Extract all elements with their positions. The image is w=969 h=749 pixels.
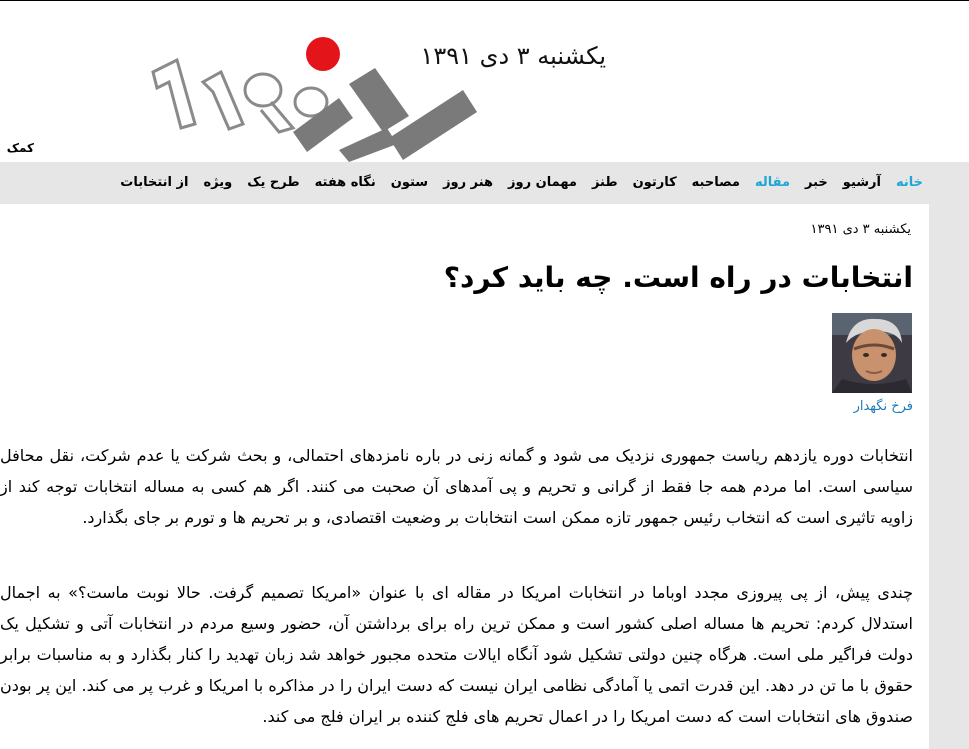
author-portrait-icon	[832, 313, 912, 393]
article-date: یکشنبه ۳ دی ۱۳۹۱	[810, 222, 911, 237]
nav-item-article[interactable]: مقاله	[754, 175, 791, 190]
header-date: یکشنبه ۳ دی ۱۳۹۱	[420, 42, 606, 70]
article-paragraph-1: انتخابات دوره یازدهم ریاست جمهوری نزدیک می شود و گمانه زنی در باره نامزدهای احتمالی، و بحث شرکت یا عدم شرکت، نقل محافل سیاسی است. اما مردم همه جا فقط از گرانی و تحریم و پی آمدهای آن صحبت می کنند. اگر هم کسی به مساله انتخابات توجه کند از زاویه تاثیری است که انتخاب رئیس جمهور تازه ممکن است انتخابات بر وضعیت اقتصادی، و بر تحریم ها و تورم بر جای بگذارد.	[0, 446, 913, 527]
article-title: انتخابات در راه است. چه باید کرد؟	[443, 261, 913, 294]
top-border	[0, 0, 969, 1]
logo-number-outline	[153, 60, 327, 132]
nav-list	[120, 162, 923, 204]
nav-item-feature[interactable]: طرح یک	[247, 175, 300, 190]
author-photo	[832, 313, 912, 393]
right-margin-strip	[929, 204, 969, 749]
logo-word-shape	[293, 68, 477, 162]
nav-item-guest[interactable]: مهمان روز	[508, 175, 577, 190]
nav-item-interview[interactable]: مصاحبه	[691, 175, 740, 190]
nav-item-elections[interactable]: از انتخابات	[120, 175, 189, 190]
nav-item-home[interactable]: خانه	[895, 175, 923, 190]
nav-item-column[interactable]: ستون	[390, 175, 429, 190]
nav-item-cartoon[interactable]: کارتون	[632, 175, 677, 190]
article-paragraph-2: چندی پیش، از پی پیروزی مجدد اوباما در انتخابات امریکا در مقاله ای با عنوان «امریکا تصمیم گرفت. حالا نوبت ماست؟» به اجمال استدلال کردم: تحریم ها مساله اصلی کشور است و ممکن ترین راه برای برداشتن آن، حضور وسیع مردم در انتخابات آتی و تشکیل یک دولت فراگیر ملی است. هرگاه چنین دولتی تشکیل شود آنگاه ایالات متحده مجبور خواهد شد زبان تهدید را کنار بگذارد و به مناسبات برابر حقوق با ما تن در دهد. این قدرت اتمی یا آمادگی نظامی ایران نیست که دست ایران را در مذاکره با امریکا و غرب پر می کند. این پر بودن صندوق های انتخابات است که دست امریکا را در اعمال تحریم های فلج کننده بر ایران فلج می کند.	[0, 583, 913, 726]
logo-red-dot	[306, 37, 340, 71]
nav-item-news[interactable]: خبر	[805, 175, 828, 190]
nav-item-special[interactable]: ویژه	[203, 175, 233, 190]
nav-item-archive[interactable]: آرشیو	[842, 175, 881, 190]
nav-item-satire[interactable]: طنز	[591, 175, 618, 190]
nav-item-weekly-view[interactable]: نگاه هفته	[314, 175, 376, 190]
nav-item-art[interactable]: هنر روز	[443, 175, 494, 190]
author-name-link[interactable]: فرخ نگهدار	[853, 399, 913, 414]
help-link[interactable]: کمک	[6, 141, 34, 155]
main-nav	[0, 162, 969, 204]
